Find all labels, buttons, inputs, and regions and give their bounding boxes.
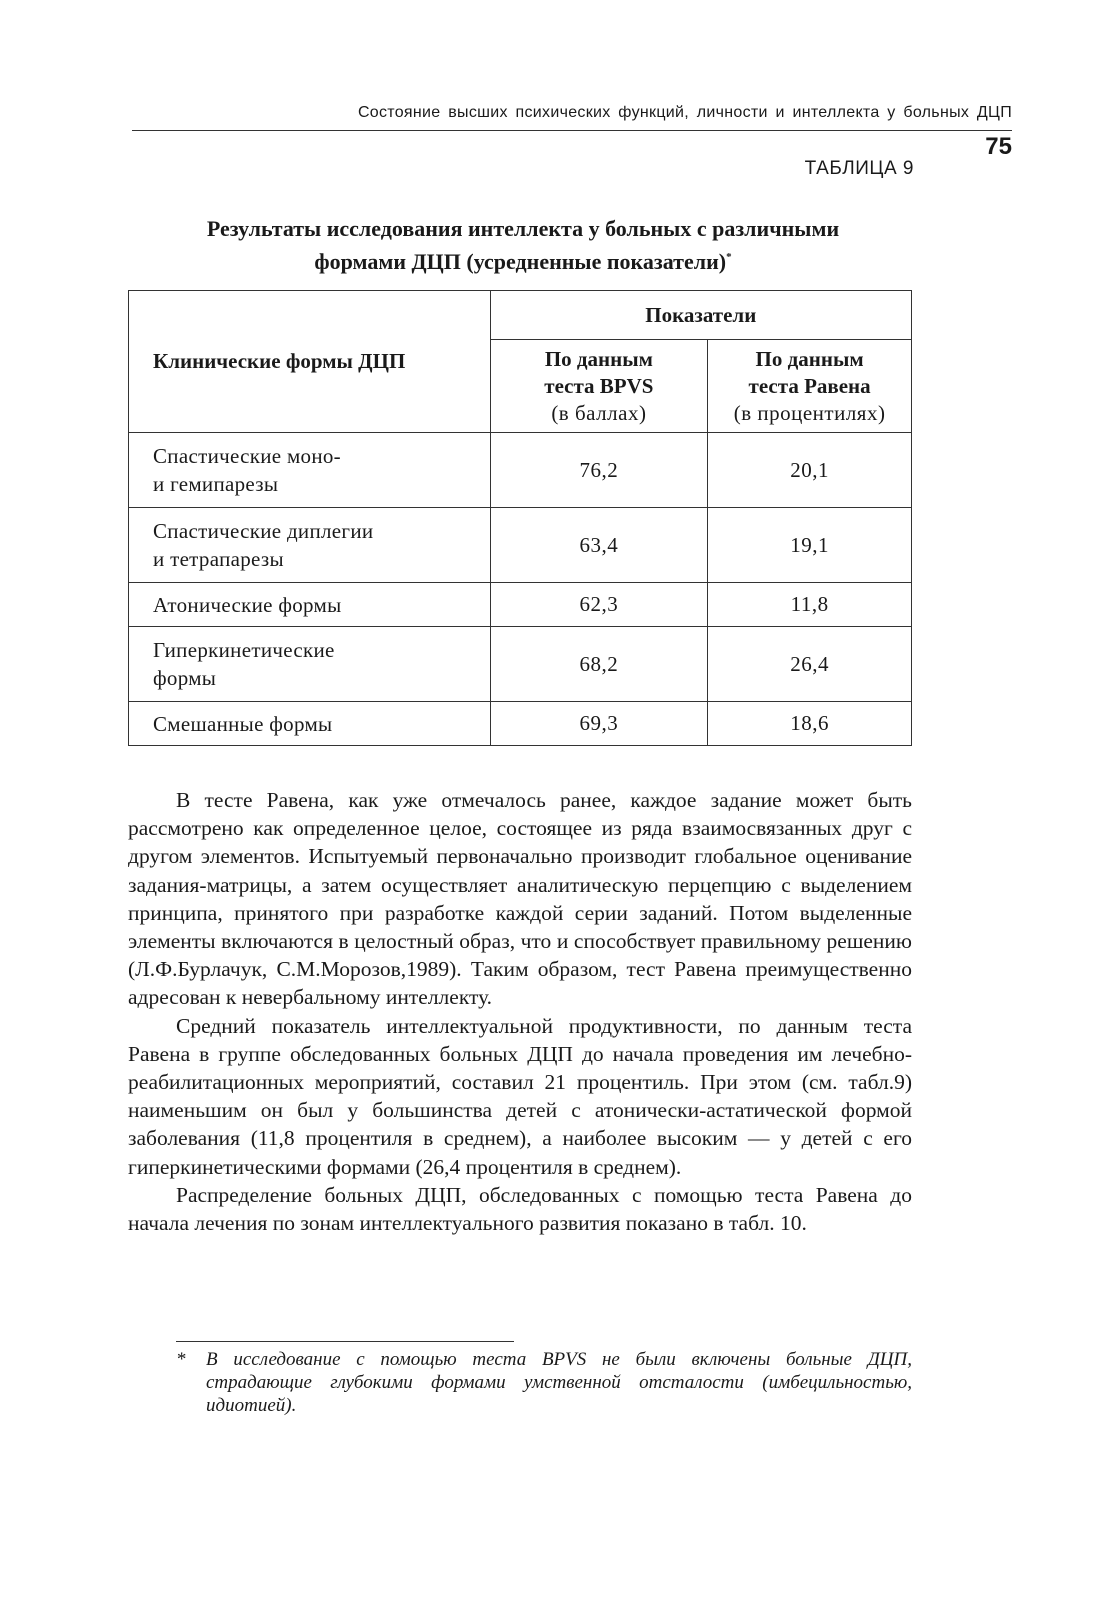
row-form-line1: Спастические диплегии xyxy=(153,519,374,543)
row-form-line1: Гиперкинетические xyxy=(153,638,335,662)
header-indicators: Показатели xyxy=(490,291,911,340)
header-raven-line2: теста Равена xyxy=(748,373,871,398)
row-bpvs-value: 76,2 xyxy=(490,433,708,508)
row-raven-value: 20,1 xyxy=(708,433,912,508)
body-text xyxy=(128,786,912,1237)
paragraph: В тесте Равена, как уже отмечалось ранее, каждое задание может быть рассмотрено как определенное целое, состоящее из ряда взаимосвязанных друг с другом элементов. Испытуемый первоначально производит глобальное оценивание задания-матрицы, а затем осуществляет аналитическую перцепцию с выделением принципа, принятого при разработке каждой серии заданий. Потом выделенные элементы включаются в целостный образ, что и способствует правильному решению (Л.Ф.Бурлачук, С.М.Морозов,1989). Таким образом, тест Равена преимущественно адресован к невербальному интеллекту. xyxy=(128,788,912,1010)
table-title-line2 xyxy=(128,243,918,276)
table-row xyxy=(129,627,912,702)
results-table xyxy=(128,290,912,746)
table-row xyxy=(129,508,912,583)
table-row xyxy=(129,583,912,627)
paragraph: Распределение больных ДЦП, обследованных с помощью теста Равена до начала лечения по зонам интеллектуального развития показано в табл. 10. xyxy=(128,1182,912,1236)
paragraph: Средний показатель интеллектуальной продуктивности, по данным теста Равена в группе обследованных больных ДЦП до начала проведения им лечебно-реабилитационных мероприятий, составил 21 процентиль. При этом (см. табл.9) наименьшим он был у большинства детей с атонически-астатической формой заболевания (11,8 процентиля в среднем), а наиболее высоким — у детей с его гиперкинетическими формами (26,4 процентиля в среднем). xyxy=(128,1013,912,1179)
header-clinical-forms: Клинические формы ДЦП xyxy=(129,291,491,433)
row-raven-value: 19,1 xyxy=(708,508,912,583)
header-raven-line1: По данным xyxy=(755,346,864,371)
table-title xyxy=(128,214,918,276)
row-form: Атонические формы xyxy=(129,583,491,627)
table-row xyxy=(129,433,912,508)
footnote-reference: * xyxy=(726,251,732,263)
header-bpvs-line2: теста BPVS xyxy=(544,373,654,398)
footnote-text: В исследование с помощью теста BPVS не были включены больные ДЦП, страдающие глубокими формами умственной отсталости (имбецильностью, идиотией). xyxy=(206,1349,912,1416)
row-raven-value: 26,4 xyxy=(708,627,912,702)
row-form xyxy=(129,508,491,583)
header-bpvs-unit: (в баллах) xyxy=(551,400,647,425)
row-form-line1: Спастические моно- xyxy=(153,444,341,468)
table-title-line1: Результаты исследования интеллекта у больных с различными xyxy=(206,216,840,241)
row-form: Смешанные формы xyxy=(129,702,491,746)
header-bpvs-line1: По данным xyxy=(544,346,653,371)
row-form-line2: и гемипарезы xyxy=(153,472,279,496)
row-bpvs-value: 63,4 xyxy=(490,508,708,583)
table-title-line2-text: формами ДЦП (усредненные показатели) xyxy=(314,249,727,274)
header-bpvs xyxy=(490,340,708,433)
page-number: 75 xyxy=(985,133,1012,160)
row-bpvs-value: 69,3 xyxy=(490,702,708,746)
row-form xyxy=(129,433,491,508)
table-row xyxy=(129,702,912,746)
header-raven xyxy=(708,340,912,433)
header-rule xyxy=(132,130,1012,131)
row-raven-value: 18,6 xyxy=(708,702,912,746)
header-raven-unit: (в процентилях) xyxy=(733,400,886,425)
row-form-line2: формы xyxy=(153,666,217,690)
row-form xyxy=(129,627,491,702)
row-form-line2: и тетрапарезы xyxy=(153,547,284,571)
row-bpvs-value: 68,2 xyxy=(490,627,708,702)
footnote-mark: * xyxy=(176,1349,186,1370)
row-raven-value: 11,8 xyxy=(708,583,912,627)
footnote xyxy=(176,1348,912,1417)
footnote-rule xyxy=(176,1341,514,1342)
running-header: Состояние высших психических функций, личности и интеллекта у больных ДЦП xyxy=(357,104,1012,121)
table-label: ТАБЛИЦА 9 xyxy=(804,158,914,179)
row-bpvs-value: 62,3 xyxy=(490,583,708,627)
